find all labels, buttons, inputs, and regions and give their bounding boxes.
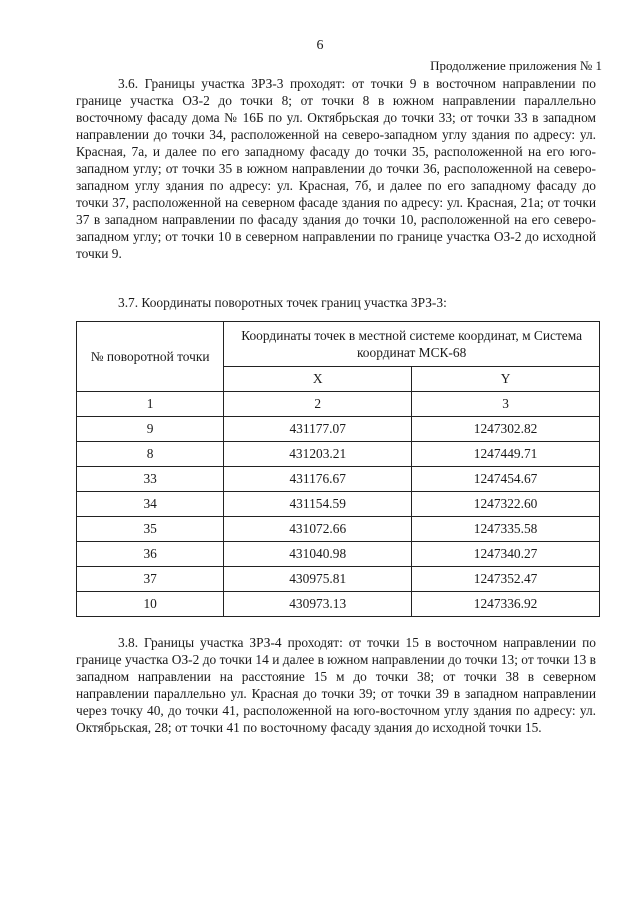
x-cell: 430973.13 <box>224 592 412 617</box>
x-cell: 431154.59 <box>224 492 412 517</box>
x-cell: 431203.21 <box>224 442 412 467</box>
point-cell: 35 <box>77 517 224 542</box>
table-row <box>77 442 600 467</box>
x-cell: 431072.66 <box>224 517 412 542</box>
page-number: 6 <box>316 38 324 53</box>
header-point-number: № поворотной точки <box>77 322 224 392</box>
y-cell: 1247335.58 <box>412 517 600 542</box>
y-cell: 1247449.71 <box>412 442 600 467</box>
point-cell: 36 <box>77 542 224 567</box>
paragraph-3-6: 3.6. Границы участка ЗРЗ-3 проходят: от точки 9 в восточном направлении по границе участка ОЗ-2 до точки 8; от точки 8 в южном направлении параллельно восточному фасаду дома № 16Б по ул. Октябрьская до точки 33; от точки 33 в западном направлении до точки 34, расположенной на северо-западном углу здания по адресу: ул. Красная, 7а, и далее по его западному фасаду до точки 35, расположенной на его юго-западном углу; от точки 35 в южном направлении до точки 36, расположенной на северо-западном углу здания по адресу: ул. Красная, 7б, и далее по его западному фасаду до точки 37, расположенной на северном фасаде здания по адресу: ул. Красная, 21а; от точки 37 в западном направлении по фасаду здания до точки 10, расположенной на его северо-западном углу; от точки 10 в северном направлении по границе участка ОЗ-2 до исходной точки 9. <box>76 76 596 261</box>
point-cell: 8 <box>77 442 224 467</box>
x-cell: 430975.81 <box>224 567 412 592</box>
table-row <box>77 492 600 517</box>
y-cell: 1247454.67 <box>412 467 600 492</box>
point-cell: 33 <box>77 467 224 492</box>
header-y: Y <box>412 367 600 392</box>
table-row <box>77 592 600 617</box>
coordinates-table <box>76 321 600 617</box>
header-x: X <box>224 367 412 392</box>
header-coordinates: Координаты точек в местной системе координат, м Система координат МСК-68 <box>224 322 600 367</box>
column-number: 1 <box>77 392 224 417</box>
point-cell: 37 <box>77 567 224 592</box>
table-row <box>77 417 600 442</box>
x-cell: 431176.67 <box>224 467 412 492</box>
point-cell: 34 <box>77 492 224 517</box>
paragraph-3-8: 3.8. Границы участка ЗРЗ-4 проходят: от точки 15 в восточном направлении по границе участка ОЗ-2 до точки 14 и далее в южном направлении до точки 13; от точки 13 в западном направлении на расстояние 15 м до точки 38; от точки 38 в северном направлении параллельно ул. Красная до точки 39; от точки 39 в западном направлении через точку 40, до точки 41, расположенной на юго-восточном углу здания по адресу: ул. Октябрьская, 28; от точки 41 по восточному фасаду здания до исходной точки 15. <box>76 635 596 735</box>
column-number-row <box>77 392 600 417</box>
y-cell: 1247340.27 <box>412 542 600 567</box>
x-cell: 431040.98 <box>224 542 412 567</box>
point-cell: 9 <box>77 417 224 442</box>
y-cell: 1247302.82 <box>412 417 600 442</box>
paragraph-3-7: 3.7. Координаты поворотных точек границ участка ЗРЗ-3: <box>118 295 447 310</box>
x-cell: 431177.07 <box>224 417 412 442</box>
column-number: 3 <box>412 392 600 417</box>
column-number: 2 <box>224 392 412 417</box>
table-row <box>77 567 600 592</box>
table-row <box>77 467 600 492</box>
y-cell: 1247352.47 <box>412 567 600 592</box>
y-cell: 1247336.92 <box>412 592 600 617</box>
table-row <box>77 542 600 567</box>
point-cell: 10 <box>77 592 224 617</box>
table-row <box>77 517 600 542</box>
y-cell: 1247322.60 <box>412 492 600 517</box>
continuation-note: Продолжение приложения № 1 <box>430 58 602 73</box>
